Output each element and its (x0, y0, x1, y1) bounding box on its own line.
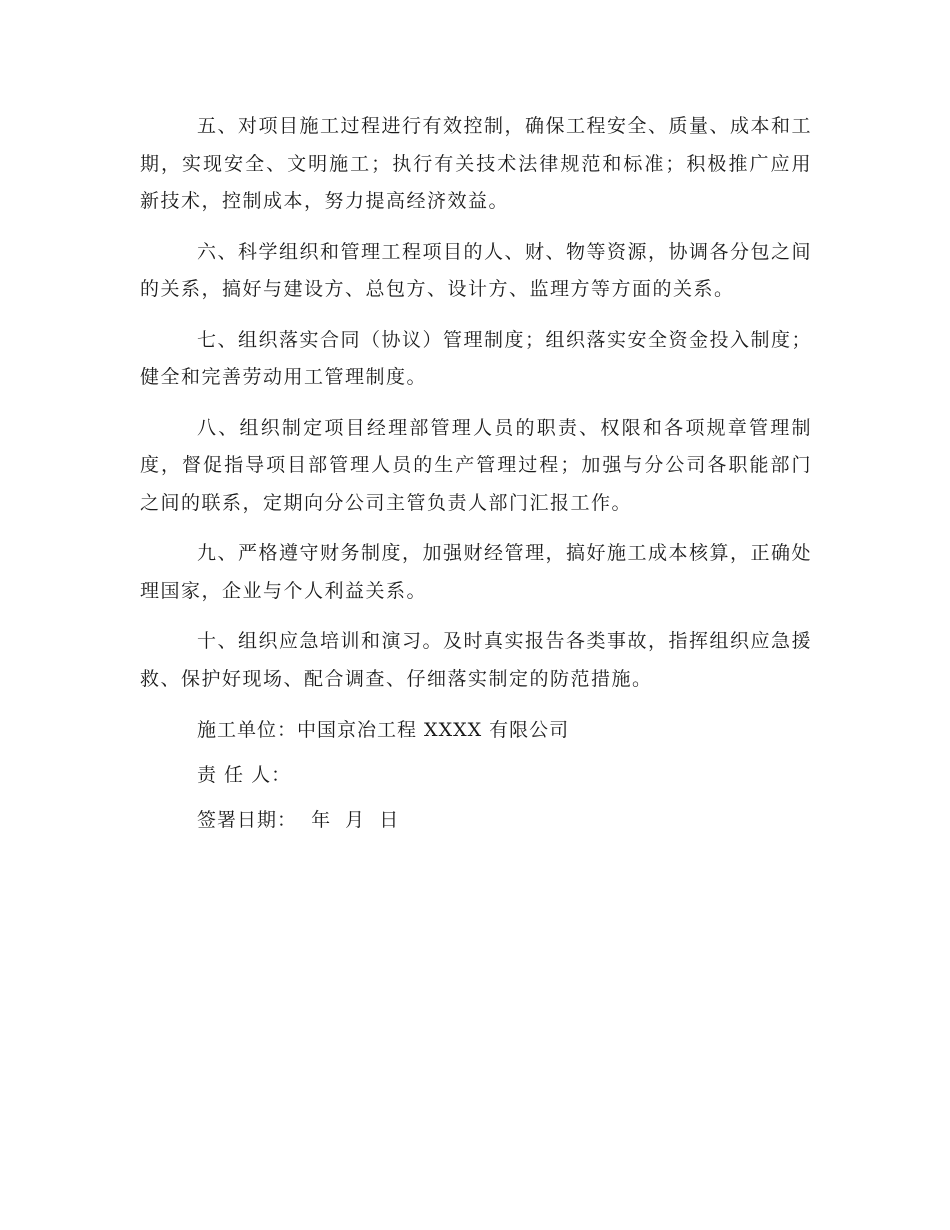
construction-unit-line: 施工单位：中国京冶工程 XXXX 有限公司 (197, 719, 570, 741)
signature-block (140, 711, 812, 839)
paragraph-item-5: 五、对项目施工过程进行有效控制，确保工程安全、质量、成本和工期，实现安全、文明施工；执行有关技术法律规范和标准；积极推广应用新技术，控制成本，努力提高经济效益。 (140, 115, 813, 212)
paragraph-item-6: 六、科学组织和管理工程项目的人、财、物等资源，协调各分包之间的关系，搞好与建设方、总包方、设计方、监理方等方面的关系。 (140, 240, 813, 300)
paragraph-item-7: 七、组织落实合同（协议）管理制度；组织落实安全资金投入制度；健全和完善劳动用工管理制度。 (140, 328, 813, 388)
responsible-person-line: 责 任 人： (197, 764, 292, 786)
paragraph-item-8: 八、组织制定项目经理部管理人员的职责、权限和各项规章管理制度，督促指导项目部管理人员的生产管理过程；加强与分公司各职能部门之间的联系，定期向分公司主管负责人部门汇报工作。 (140, 416, 812, 514)
paragraph-item-10: 十、组织应急培训和演习。及时真实报告各类事故，指挥组织应急援救、保护好现场、配合调查、仔细落实制定的防范措施。 (140, 630, 813, 690)
paragraph-item-9: 九、严格遵守财务制度，加强财经管理，搞好施工成本核算，正确处理国家，企业与个人利益关系。 (140, 542, 813, 602)
signing-date-line: 签署日期： 年 月 日 (197, 809, 400, 831)
document-body (140, 108, 812, 846)
